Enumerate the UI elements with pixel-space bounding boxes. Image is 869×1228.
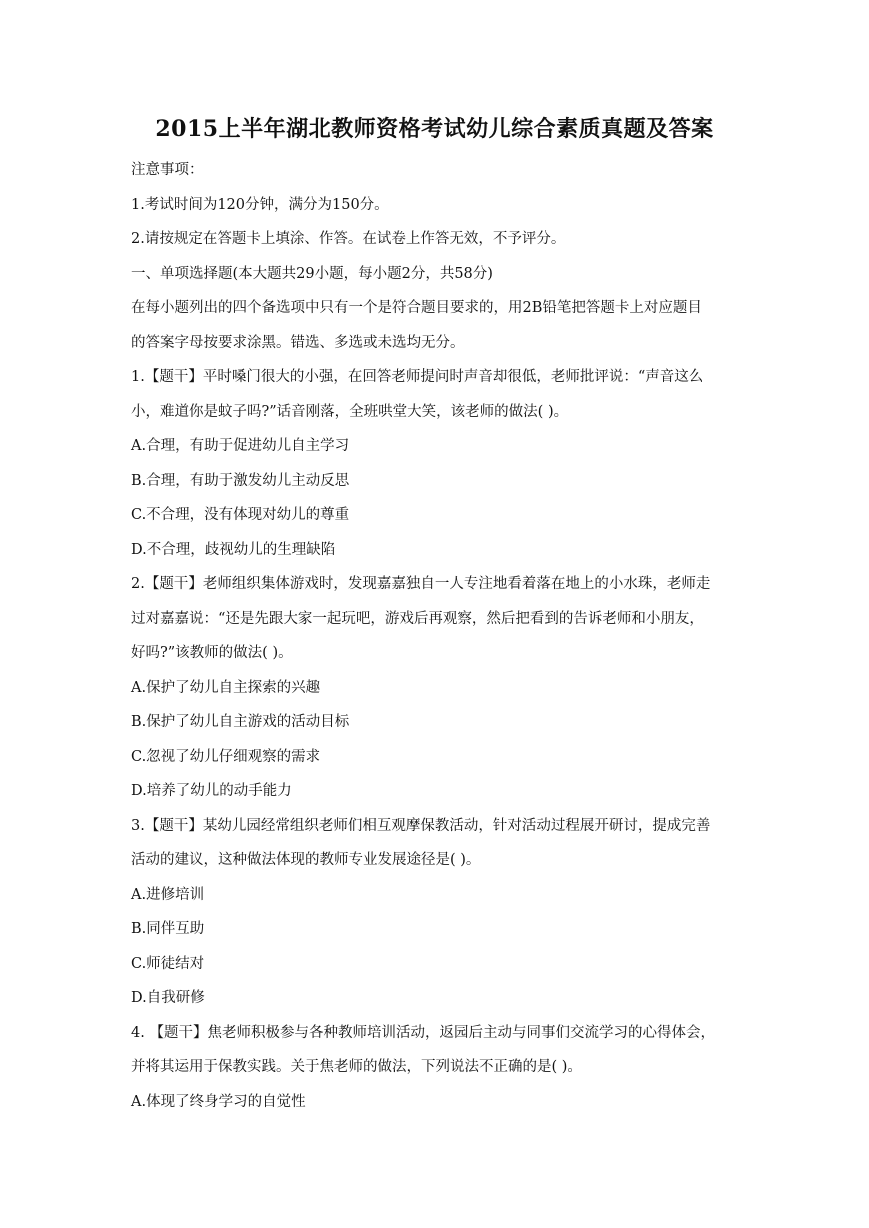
page-title: 2015上半年湖北教师资格考试幼儿综合素质真题及答案 xyxy=(155,116,714,142)
note-line: 2.请按规定在答题卡上填涂、作答。在试卷上作答无效，不予评分。 xyxy=(131,231,566,247)
section-instruction-line: 的答案字母按要求涂黑。错选、多选或未选均无分。 xyxy=(131,334,465,351)
answer-option: D.自我研修 xyxy=(131,990,205,1006)
section-instruction-line: 在每小题列出的四个备选项中只有一个是符合题目要求的，用2B铅笔把答题卡上对应题目 xyxy=(131,300,702,316)
answer-option: B.同伴互助 xyxy=(131,921,205,937)
question-stem-line: 并将其运用于保教实践。关于焦老师的做法，下列说法不正确的是( )。 xyxy=(131,1059,582,1075)
question-stem-line: 3.【题干】某幼儿园经常组织老师们相互观摩保教活动，针对活动过程展开研讨，提成完善 xyxy=(131,817,711,834)
question-stem-line: 活动的建议，这种做法体现的教师专业发展途径是( )。 xyxy=(131,852,481,868)
answer-option: B.保护了幼儿自主游戏的活动目标 xyxy=(131,714,350,730)
question-stem-line: 好吗?”该教师的做法( )。 xyxy=(131,645,293,661)
question-stem-line: 1.【题干】平时嗓门很大的小强，在回答老师提问时声音却很低，老师批评说：“声音这么 xyxy=(131,369,704,385)
answer-option: C.不合理，没有体现对幼儿的尊重 xyxy=(131,507,350,523)
question-stem-line: 2.【题干】老师组织集体游戏时，发现嘉嘉独自一人专注地看着落在地上的小水珠，老师走 xyxy=(131,576,711,592)
answer-option: B.合理，有助于激发幼儿主动反思 xyxy=(131,472,350,489)
answer-option: C.师徒结对 xyxy=(131,955,205,972)
answer-option: A.合理，有助于促进幼儿自主学习 xyxy=(131,438,350,454)
notes-heading: 注意事项： xyxy=(131,162,204,178)
question-stem-line: 过对嘉嘉说：“还是先跟大家一起玩吧，游戏后再观察，然后把看到的告诉老师和小朋友， xyxy=(131,610,704,627)
section-heading: 一、单项选择题(本大题共29小题，每小题2分，共58分) xyxy=(131,265,493,282)
answer-option: C.忽视了幼儿仔细观察的需求 xyxy=(131,748,321,765)
answer-option: D.不合理，歧视幼儿的生理缺陷 xyxy=(131,541,336,558)
document-body xyxy=(131,153,751,1119)
answer-option: A.保护了幼儿自主探索的兴趣 xyxy=(131,679,321,696)
question-stem-line: 小，难道你是蚊子吗?”话音刚落，全班哄堂大笑，该老师的做法( )。 xyxy=(131,403,569,420)
answer-option: D.培养了幼儿的动手能力 xyxy=(131,783,292,799)
question-stem-line: 4. 【题干】焦老师积极参与各种教师培训活动，返园后主动与同事们交流学习的心得体会， xyxy=(131,1024,715,1041)
note-line: 1.考试时间为120分钟，满分为150分。 xyxy=(131,196,389,213)
answer-option: A.进修培训 xyxy=(131,886,205,903)
answer-option: A.体现了终身学习的自觉性 xyxy=(131,1093,306,1110)
